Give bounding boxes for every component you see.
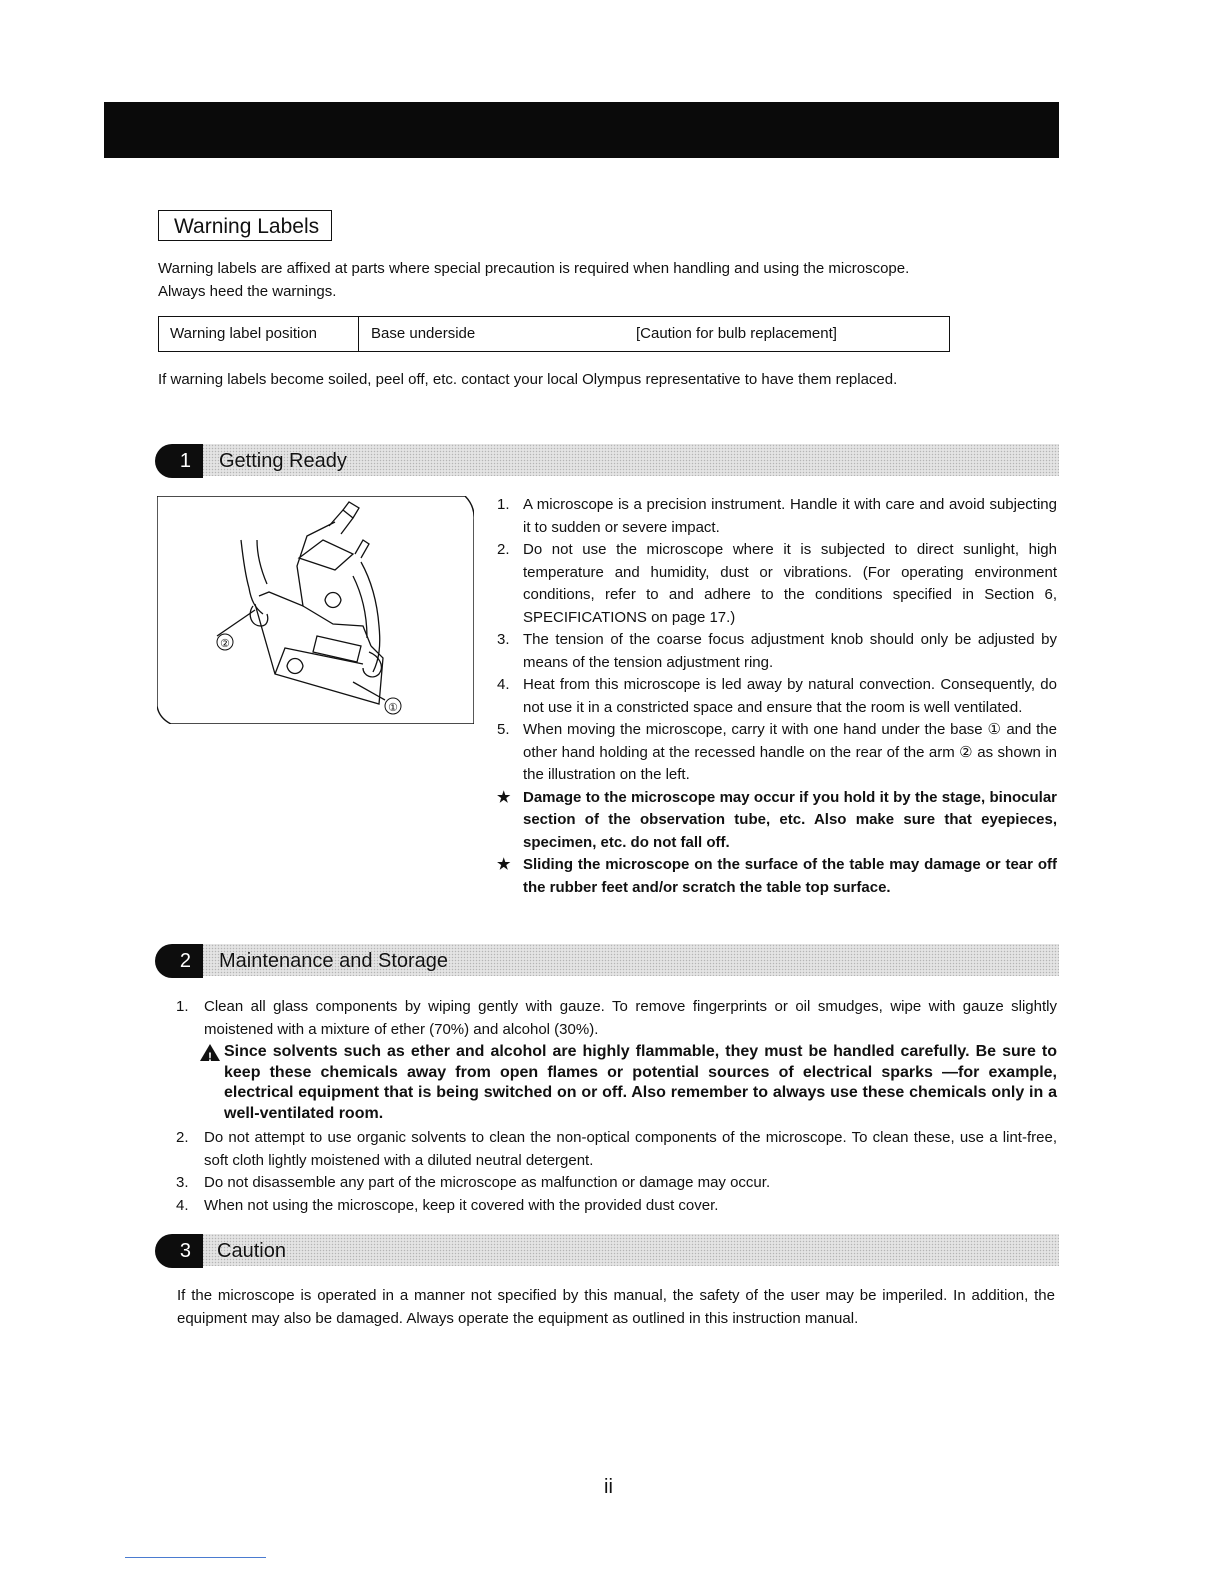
list-item: 2. Do not use the microscope where it is subjected to direct sunlight, high temperature and humidity, dust or vibrations. (For operating environment conditions, refer to and adhere to the conditions specified in Section 6, SPECIFICATIONS on page 17.) [497,541,1057,626]
microscope-carry-illustration [157,496,474,724]
section-3-number: 3 [155,1234,203,1268]
list-item: 4. When not using the microscope, keep it covered with the provided dust cover. [176,1196,719,1214]
list-item: 3. The tension of the coarse focus adjustment knob should only be adjusted by means of the tension adjustment ring. [497,631,1057,671]
header-bar [104,102,1059,158]
warning-labels-intro: Warning labels are affixed at parts where special precaution is required when handling and using the microscope. Always heed the warnings. [158,260,910,300]
star-icon: ★ [497,856,511,873]
maintenance-list [176,996,1057,1217]
callout-1: ① [388,701,398,714]
section-3-title: Caution [217,1240,286,1262]
section-1-number: 1 [155,444,203,478]
flammable-warning: ! Since solvents such as ether and alcohol are highly flammable, they must be handled carefully. Be sure to keep these chemicals away from open flames or potential sources of electrical sparks —for example, electrical equipment that is being switched on or off. Also remember to always use these chemicals only in a well-ventilated room. [204,1042,1057,1124]
callout-2: ② [220,637,230,650]
section-1-title: Getting Ready [219,450,347,472]
section-2-number: 2 [155,944,203,978]
list-item: 2. Do not attempt to use organic solvents to clean the non-optical components of the microscope. To clean these, use a lint-free, soft cloth lightly moistened with a diluted neutral detergent. [176,1129,1057,1169]
section-2-title: Maintenance and Storage [219,950,449,972]
list-item: 4. Heat from this microscope is led away by natural convection. Consequently, do not use it in a constricted space and ensure that the room is well ventilated. [497,676,1057,716]
list-item: 5. When moving the microscope, carry it with one hand under the base ① and the other hand holding at the recessed handle on the rear of the arm ② as shown in the illustration on the left. [497,721,1057,783]
warning-labels-replace-note: If warning labels become soiled, peel off, etc. contact your local Olympus representative to have them replaced. [158,371,898,388]
list-item: 1. Clean all glass components by wiping gently with gauze. To remove fingerprints or oil smudges, wipe with gauze slightly moistened with a mixture of ether (70%) and alcohol (30%). [176,998,1057,1038]
warning-label-position-label: Warning label position [159,317,359,351]
warning-label-position-value: Base underside [371,325,476,342]
warning-labels-heading: Warning Labels [158,210,332,241]
warning-label-table [158,316,950,352]
starred-note: ★ Sliding the microscope on the surface of the table may damage or tear off the rubber feet and/or scratch the table top surface. [497,856,1057,896]
caution-text: If the microscope is operated in a manner not specified by this manual, the safety of the user may be imperiled. In addition, the equipment may also be damaged. Always operate the equipment as outlined in this instruction manual. [177,1287,1055,1327]
page-number: ii [604,1476,613,1498]
warning-triangle-icon [200,1044,220,1061]
section-1-header [155,444,1059,476]
star-icon: ★ [497,788,511,806]
section-3-header [155,1234,1059,1266]
list-item: 3. Do not disassemble any part of the microscope as malfunction or damage may occur. [176,1174,771,1191]
section-2-header [155,944,1059,976]
warning-label-caution: [Caution for bulb replacement] [636,325,837,342]
starred-note: ★ Damage to the microscope may occur if you hold it by the stage, binocular section of the observation tube, etc. Also make sure that eyepieces, specimen, etc. do not fall off. [497,788,1057,851]
list-item: 1. A microscope is a precision instrument. Handle it with care and avoid subjecting it to sudden or severe impact. [497,496,1057,536]
getting-ready-list [497,494,1057,899]
footnote-rule [125,1557,266,1558]
